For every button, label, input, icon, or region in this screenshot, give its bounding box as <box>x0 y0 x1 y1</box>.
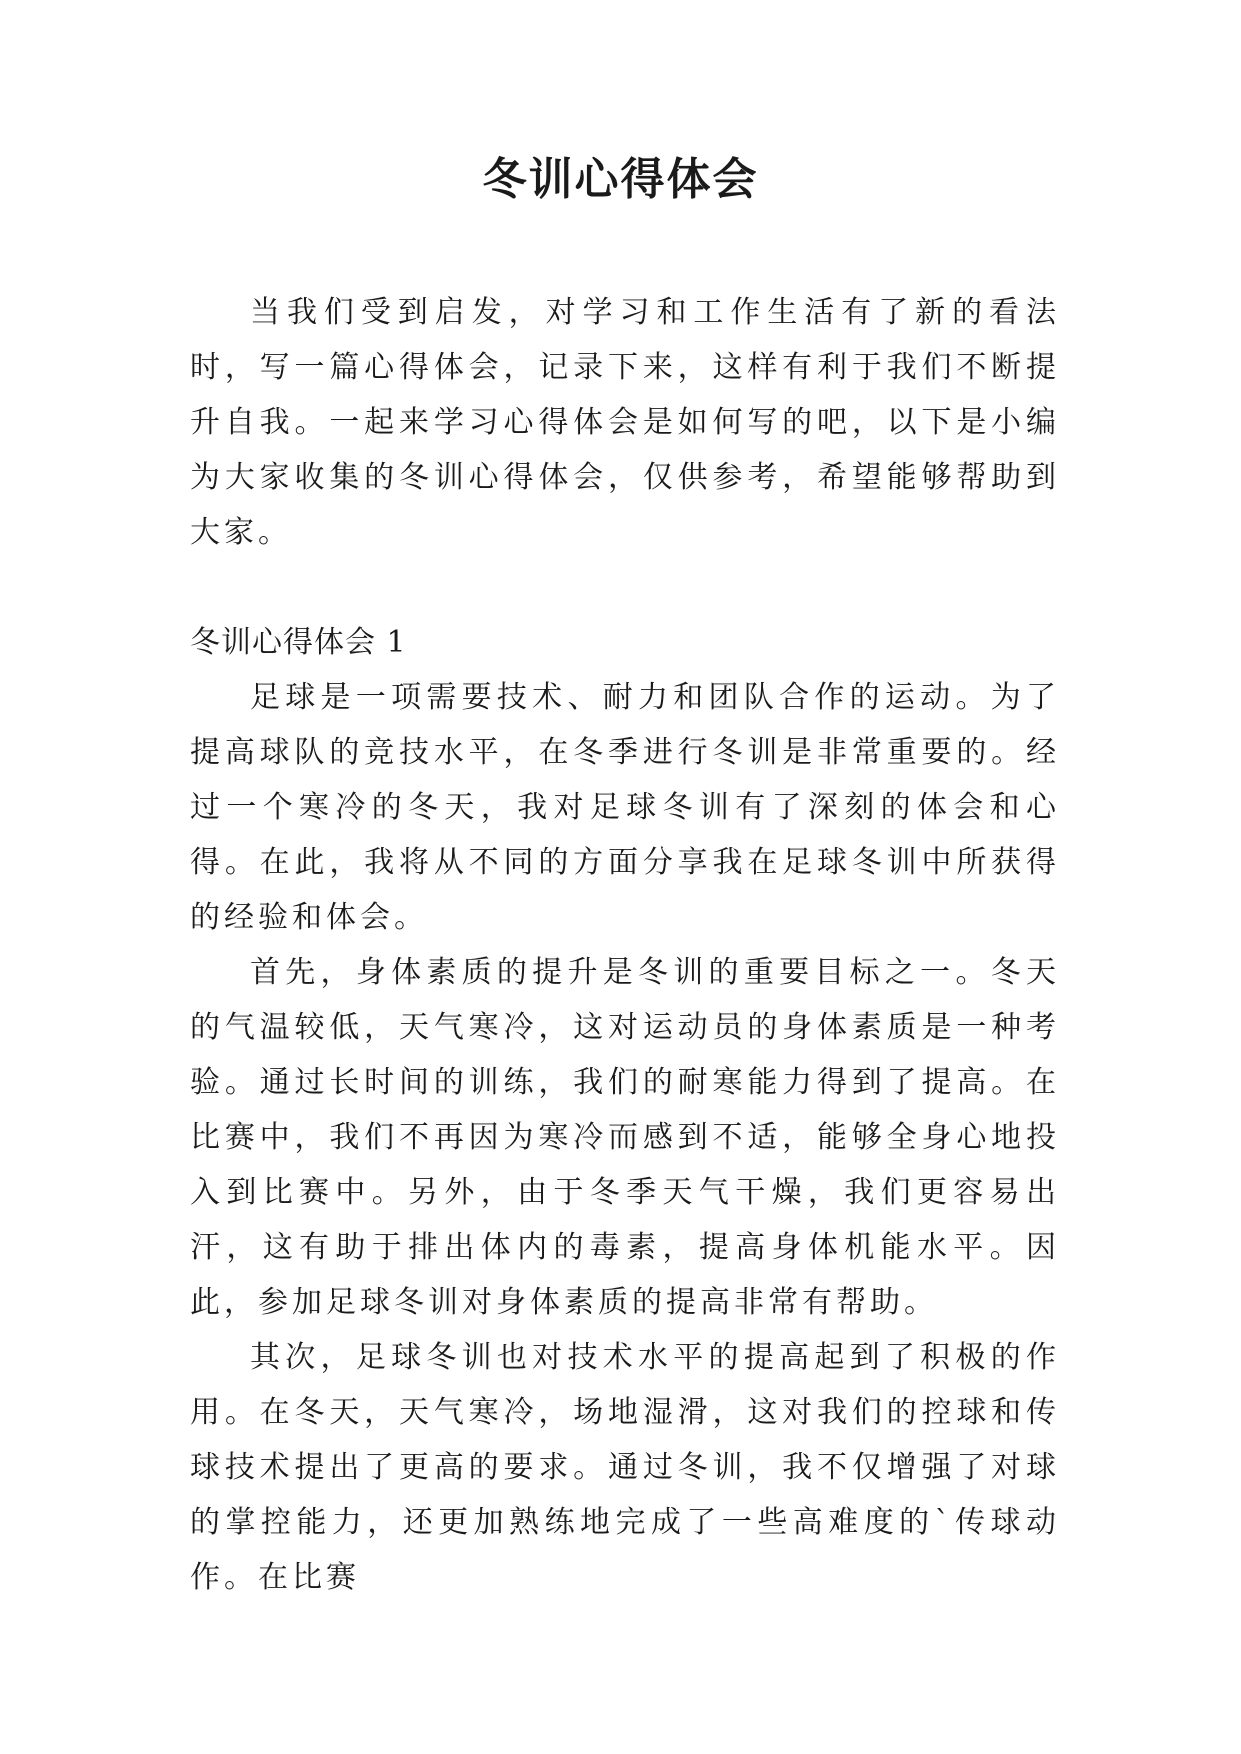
body-paragraph-3: 其次，足球冬训也对技术水平的提高起到了积极的作用。在冬天，天气寒冷，场地湿滑，这对我们的控球和传球技术提出了更高的要求。通过冬训，我不仅增强了对球的掌控能力，还更加熟练地完成了一些高难度的`传球动作。在比赛 <box>190 1340 1060 1595</box>
document-body <box>190 285 1060 1605</box>
body-paragraph-1: 足球是一项需要技术、耐力和团队合作的运动。为了提高球队的竞技水平，在冬季进行冬训是非常重要的。经过一个寒冷的冬天，我对足球冬训有了深刻的体会和心得。在此，我将从不同的方面分享我在足球冬训中所获得的经验和体会。 <box>190 680 1060 935</box>
intro-paragraph: 当我们受到启发，对学习和工作生活有了新的看法时，写一篇心得体会，记录下来，这样有利于我们不断提升自我。一起来学习心得体会是如何写的吧，以下是小编为大家收集的冬训心得体会，仅供参考，希望能够帮助到大家。 <box>190 295 1060 550</box>
body-paragraph-2: 首先，身体素质的提升是冬训的重要目标之一。冬天的气温较低，天气寒冷，这对运动员的身体素质是一种考验。通过长时间的训练，我们的耐寒能力得到了提高。在比赛中，我们不再因为寒冷而感到不适，能够全身心地投入到比赛中。另外，由于冬季天气干燥，我们更容易出汗，这有助于排出体内的毒素，提高身体机能水平。因此，参加足球冬训对身体素质的提高非常有帮助。 <box>190 955 1060 1320</box>
section-heading: 冬训心得体会 1 <box>190 625 407 660</box>
document-title: 冬训心得体会 <box>482 154 759 205</box>
